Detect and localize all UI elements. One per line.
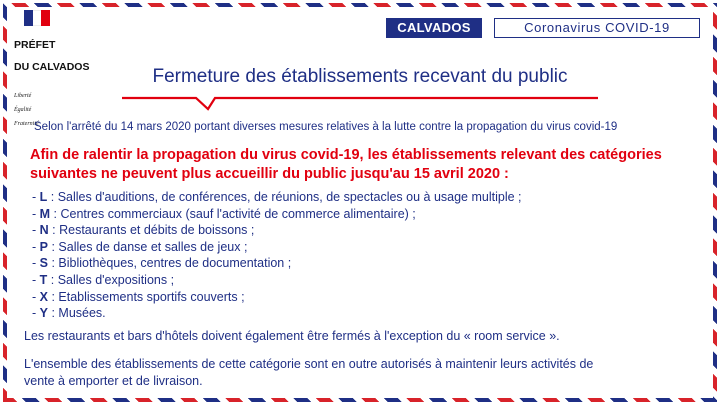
category-description: Etablissements sportifs couverts ; — [58, 289, 245, 304]
marianne-flag-icon — [24, 10, 50, 26]
category-letter: S — [39, 256, 48, 271]
category-letter: L — [39, 190, 48, 204]
category-letter: N — [39, 223, 49, 238]
category-letter: T — [39, 272, 48, 287]
list-item: - N : Restaurants et débits de boissons ; — [32, 223, 255, 238]
decree-reference: Selon l'arrêté du 14 mars 2020 portant diverses mesures relatives à la lutte contre la propagation du virus covid-19 — [34, 121, 618, 133]
category-letter: X — [39, 289, 48, 304]
category-description: Salles d'expositions ; — [57, 272, 175, 287]
list-item: - P : Salles de danse et salles de jeux ; — [32, 239, 248, 254]
category-letter: P — [39, 239, 48, 254]
list-item: - T : Salles d'expositions ; — [32, 272, 175, 287]
list-item: - X : Etablissements sportifs couverts ; — [32, 289, 245, 304]
closure-notice: Afin de ralentir la propagation du virus covid-19, les établissements relevant des catégories suivantes ne peuvent plus accueillir du public jusqu'au 15 avril 2020 : — [30, 147, 662, 182]
category-description: Salles de danse et salles de jeux ; — [58, 239, 248, 254]
list-item: - S : Bibliothèques, centres de documentation ; — [32, 256, 292, 271]
category-description: Salles d'auditions, de conférences, de réunions, de spectacles ou à usage multiple ; — [57, 190, 522, 204]
category-letter: Y — [39, 306, 48, 321]
title-speech-bubble — [120, 62, 600, 112]
department-badge: CALVADOS — [386, 18, 482, 38]
republic-motto: Liberté Égalité Fraternité — [14, 93, 39, 127]
list-item: - Y : Musées. — [32, 306, 106, 321]
category-list — [32, 189, 522, 322]
page-title: Fermeture des établissements recevant du public — [152, 66, 568, 87]
list-item: - L : Salles d'auditions, de conférences, de réunions, de spectacles ou à usage multiple ; — [32, 190, 522, 204]
prefecture-name: PRÉFET DU CALVADOS — [14, 39, 90, 73]
prefecture-logo — [14, 10, 124, 135]
category-description: Centres commerciaux (sauf l'activité de commerce alimentaire) ; — [60, 206, 416, 221]
takeaway-note: L'ensemble des établissements de cette catégorie sont en outre autorisés à maintenir leurs activités de vente à emporter et de livraison. — [24, 357, 594, 388]
category-description: Restaurants et débits de boissons ; — [59, 223, 255, 238]
category-description: Musées. — [58, 306, 106, 321]
list-item: - M : Centres commerciaux (sauf l'activité de commerce alimentaire) ; — [32, 206, 416, 221]
category-letter: M — [39, 206, 51, 221]
topic-badge: Coronavirus COVID-19 — [494, 18, 700, 38]
category-description: Bibliothèques, centres de documentation ; — [58, 256, 292, 271]
hotel-restaurants-note: Les restaurants et bars d'hôtels doivent également être fermés à l'exception du « room service ». — [24, 329, 560, 343]
